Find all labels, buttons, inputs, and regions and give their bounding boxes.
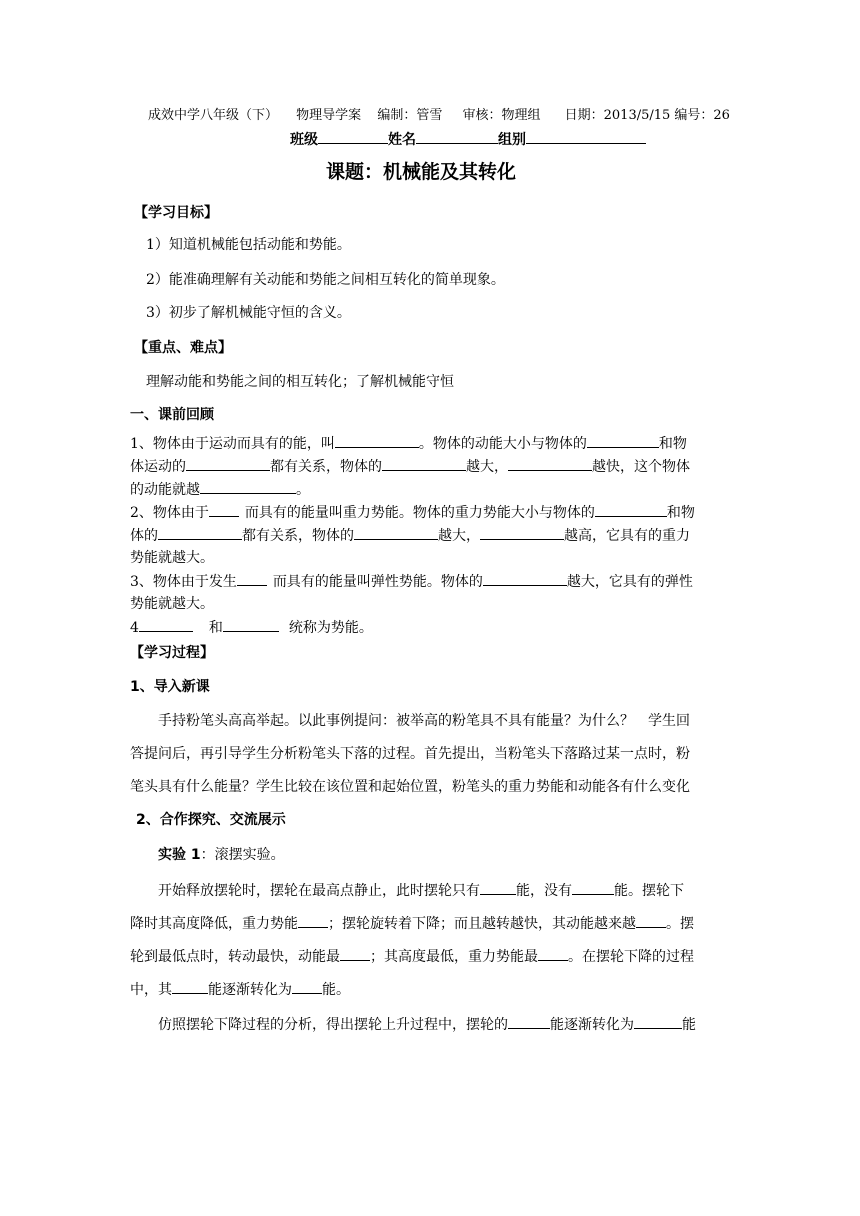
answer-blank[interactable] [538,946,568,961]
answer-blank[interactable] [200,479,296,494]
keypoints-heading: 【重点、难点】 [134,340,232,356]
section1-heading: 1、导入新课 [130,679,210,695]
date-number: 日期：2013/5/15 编号：26 [564,108,730,123]
name-label: 姓名 [388,132,416,148]
school-name: 成效中学八年级（下） [148,108,279,123]
experiment-title: 实验 1：滚摆实验。 [158,847,285,863]
review-q3-line2: 势能就越大。 [130,596,214,612]
experiment-line: 轮到最低点时，转动最快，动能最 ；其高度最低，重力势能最 。在摆轮下降的过程 [130,946,694,967]
answer-blank[interactable] [382,456,466,471]
class-blank[interactable] [318,129,388,144]
answer-blank[interactable] [508,456,592,471]
answer-blank[interactable] [298,913,328,928]
answer-blank[interactable] [587,433,659,448]
answer-blank[interactable] [158,525,242,540]
answer-blank[interactable] [186,456,270,471]
header-line [148,106,730,126]
goal-item: 1）知道机械能包括动能和势能。 [146,237,351,253]
class-label: 班级 [290,132,318,148]
experiment-line: 仿照摆轮下降过程的分析，得出摆轮上升过程中，摆轮的 能逐渐转化为 能 [158,1014,696,1035]
review-q2-line1: 2、物体由于 而具有的能量叫重力势能。物体的重力势能大小与物体的 和物 [130,502,695,523]
answer-blank[interactable] [172,979,208,994]
group-label: 组别 [498,132,526,148]
answer-blank[interactable] [483,571,567,586]
review-q3-line1: 3、物体由于发生 而具有的能量叫弹性势能。物体的 越大，它具有的弹性 [130,571,693,592]
section2-heading: 2、合作探究、交流展示 [136,812,286,828]
answer-blank[interactable] [209,502,239,517]
answer-blank[interactable] [480,525,564,540]
review-q4: 4 和 统称为势能。 [130,617,373,638]
section1-para-line: 笔头具有什么能量？学生比较在该位置和起始位置，粉笔头的重力势能和动能各有什么变化 [130,779,690,795]
review-q1-line2: 体运动的 都有关系，物体的 越大， 越快，这个物体 [130,456,690,477]
review-q2-line2: 体的 都有关系，物体的 越大， 越高，它具有的重力 [130,525,690,546]
editor: 编制：管雪 [377,108,443,123]
review-q1-line1: 1、物体由于运动而具有的能，叫 。物体的动能大小与物体的 和物 [130,433,687,454]
review-q1-line3: 的动能就越 。 [130,479,310,500]
section1-para-line: 手持粉笔头高高举起。以此事例提问：被举高的粉笔具不具有能量？为什么？ 学生回 [158,713,690,729]
answer-blank[interactable] [636,913,666,928]
answer-blank[interactable] [139,617,193,632]
answer-blank[interactable] [634,1014,682,1029]
name-blank[interactable] [416,129,498,144]
process-heading: 【学习过程】 [130,645,214,661]
answer-blank[interactable] [595,502,667,517]
student-info-line [290,129,646,150]
page-title: 课题：机械能及其转化 [326,161,517,183]
review-q2-line3: 势能就越大。 [130,550,214,566]
experiment-line: 降时其高度降低，重力势能 ；摆轮旋转着下降；而且越转越快，其动能越来越 。摆 [130,913,694,934]
answer-blank[interactable] [508,1014,550,1029]
answer-blank[interactable] [237,571,267,586]
answer-blank[interactable] [354,525,438,540]
section1-para-line: 答提问后，再引导学生分析粉笔头下落的过程。首先提出，当粉笔头下落路过某一点时，粉 [130,746,690,762]
answer-blank[interactable] [340,946,370,961]
answer-blank[interactable] [335,433,419,448]
subject: 物理导学案 [296,108,362,123]
answer-blank[interactable] [572,880,614,895]
answer-blank[interactable] [223,617,279,632]
experiment-line: 开始释放摆轮时，摆轮在最高点静止，此时摆轮只有 能，没有 能。摆轮下 [158,880,684,901]
keypoints-text: 理解动能和势能之间的相互转化；了解机械能守恒 [146,374,454,390]
answer-blank[interactable] [480,880,516,895]
answer-blank[interactable] [292,979,322,994]
goal-item: 2）能准确理解有关动能和势能之间相互转化的简单现象。 [146,272,505,288]
goals-heading: 【学习目标】 [134,205,218,221]
experiment-line: 中，其 能逐渐转化为 能。 [130,979,350,1000]
reviewer: 审核：物理组 [462,108,541,123]
goal-item: 3）初步了解机械能守恒的含义。 [146,305,351,321]
review-heading: 一、课前回顾 [130,407,214,423]
group-blank[interactable] [526,129,646,144]
